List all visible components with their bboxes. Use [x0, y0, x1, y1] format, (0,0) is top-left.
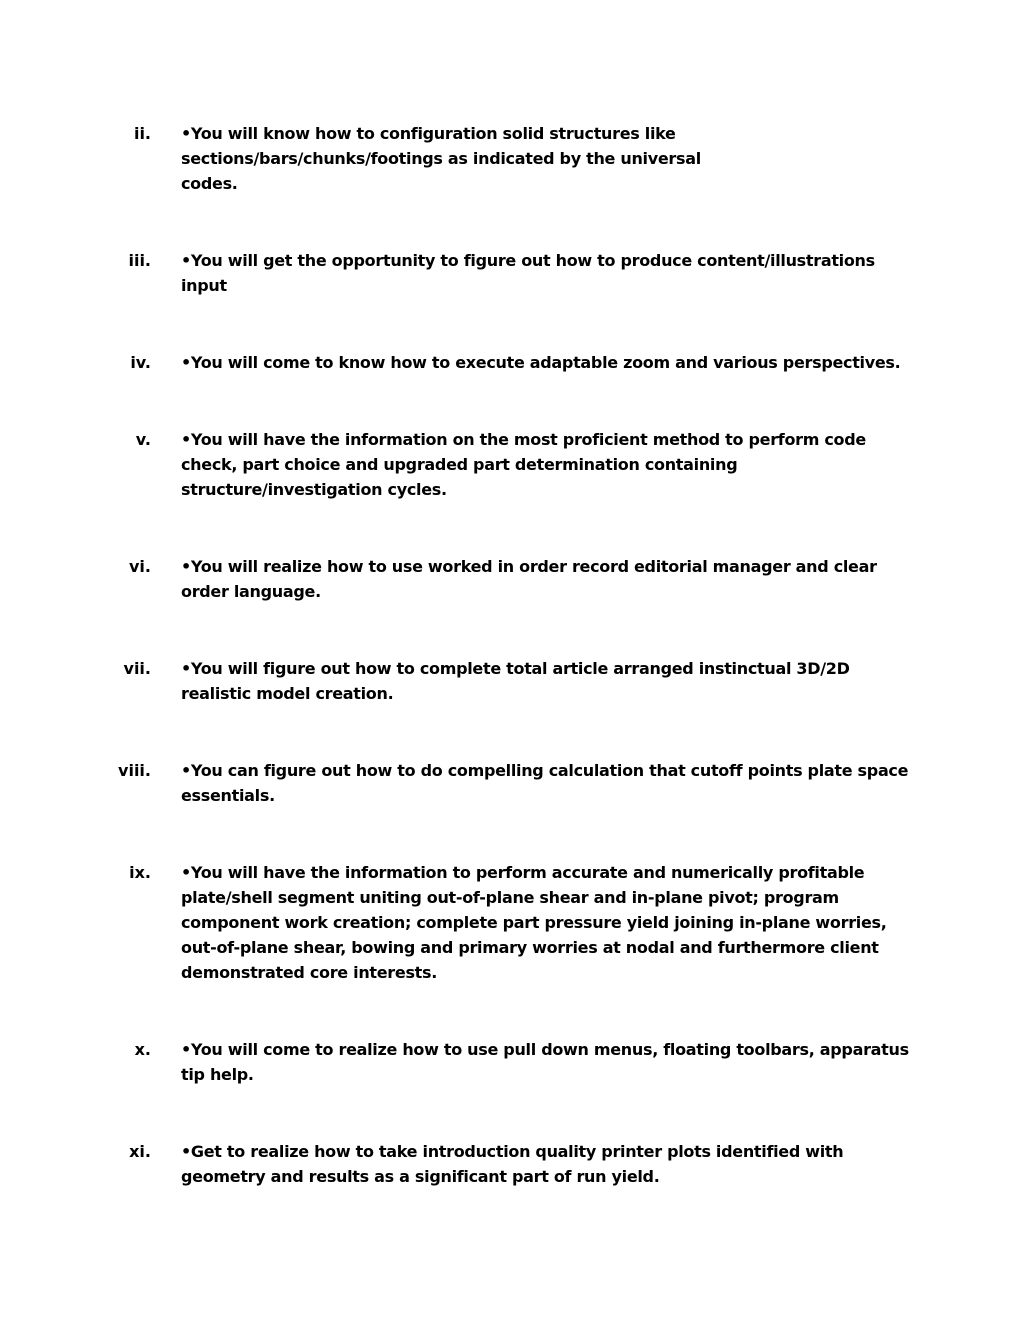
list-numeral: iii. [128, 251, 151, 270]
list-item-text: •Get to realize how to take introduction quality printer plots identified with geometry and results as a significant part of run yield. [181, 1142, 844, 1186]
learning-outcomes-list [0, 121, 1024, 1241]
list-numeral: vii. [123, 659, 151, 678]
list-numeral: viii. [118, 761, 151, 780]
list-item [0, 427, 1024, 502]
list-item-text: •You will realize how to use worked in order record editorial manager and clear order language. [181, 557, 877, 601]
list-item-text: •You will know how to configuration solid structures like sections/bars/chunks/footings as indicated by the universal codes. [181, 124, 701, 193]
list-item [0, 350, 1024, 375]
list-item [0, 1139, 1024, 1189]
list-numeral: vi. [129, 557, 151, 576]
list-numeral: v. [135, 430, 151, 449]
list-numeral: iv. [130, 353, 151, 372]
list-item [0, 554, 1024, 604]
list-item-text: •You will figure out how to complete total article arranged instinctual 3D/2D realistic model creation. [181, 659, 850, 703]
list-item [0, 248, 1024, 298]
list-item [0, 121, 1024, 196]
list-item-text: •You will come to know how to execute adaptable zoom and various perspectives. [181, 353, 901, 372]
list-item [0, 758, 1024, 808]
list-item-text: •You will have the information to perform accurate and numerically profitable plate/shell segment uniting out-of-plane shear and in-plane pivot; program component work creation; complete part pressure yield joining in-plane worries, out-of-plane shear, bowing and primary worries at nodal and furthermore client demonstrated core interests. [181, 863, 887, 982]
list-item-text: •You will have the information on the most proficient method to perform code check, part choice and upgraded part determination containing structure/investigation cycles. [181, 430, 866, 499]
list-numeral: ii. [133, 124, 151, 143]
list-item-text: •You will come to realize how to use pull down menus, floating toolbars, apparatus tip help. [181, 1040, 909, 1084]
list-item [0, 1037, 1024, 1087]
list-numeral: xi. [129, 1142, 151, 1161]
list-item-text: •You will get the opportunity to figure out how to produce content/illustrations input [181, 251, 875, 295]
list-item [0, 860, 1024, 985]
list-item-text: •You can figure out how to do compelling calculation that cutoff points plate space essentials. [181, 761, 909, 805]
list-numeral: x. [134, 1040, 151, 1059]
list-item [0, 656, 1024, 706]
list-numeral: ix. [129, 863, 151, 882]
